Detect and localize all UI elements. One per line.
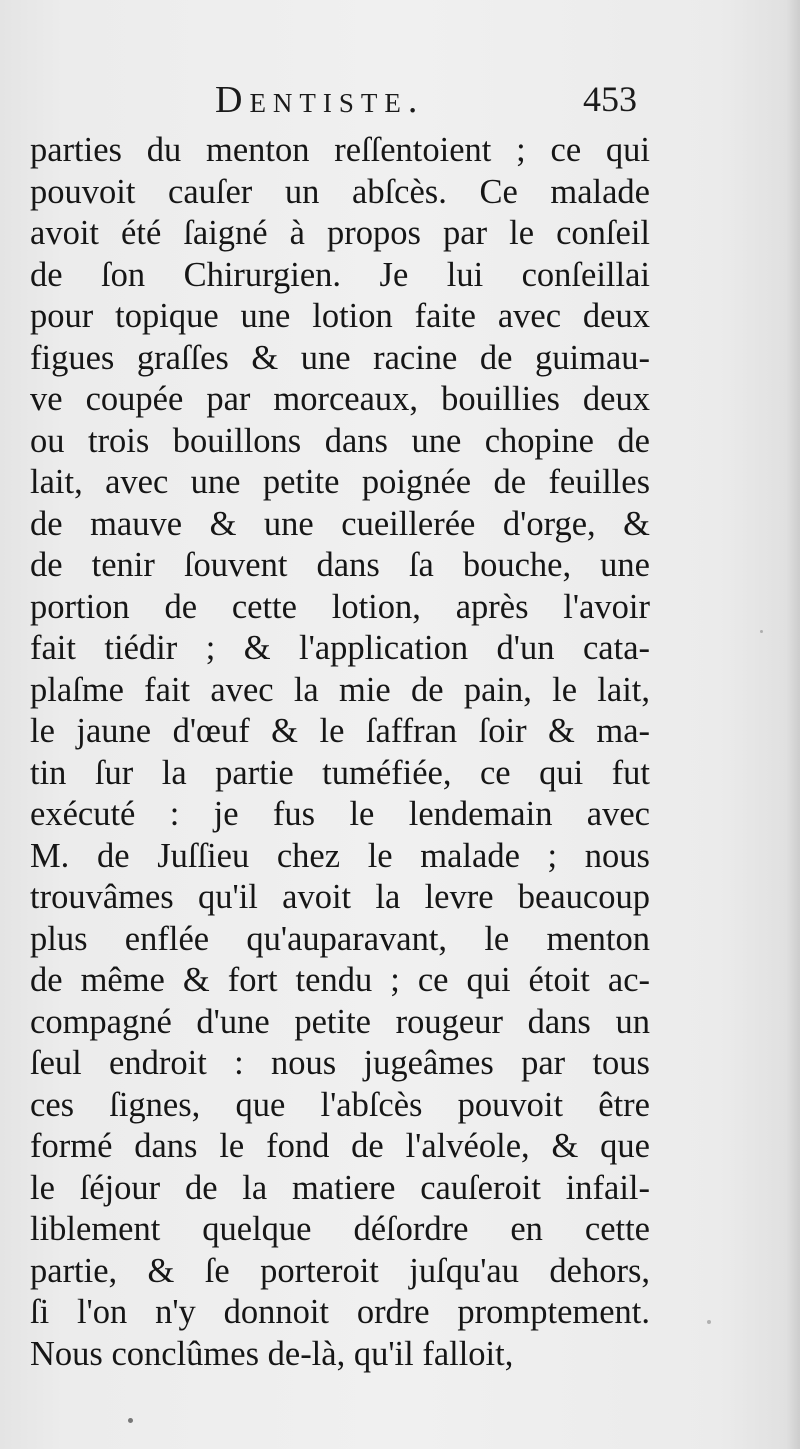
text-line: ſi l'on n'y donnoit ordre promptement. [30,1293,650,1331]
text-line: trouvâmes qu'il avoit la levre beaucoup [30,878,650,916]
text-line: compagné d'une petite rougeur dans un [30,1002,650,1041]
paper-speck [760,630,763,633]
text-line: partie, & ſe porteroit juſqu'au dehors, [30,1251,650,1290]
text-line: ſeul endroit : nous jugeâmes par tous [30,1044,650,1082]
text-line: liblement quelque déſordre en cette [30,1210,650,1248]
text-line: de ſon Chirurgien. Je lui conſeillai [30,255,650,294]
paper-speck [128,1418,133,1423]
paper-speck [707,1320,711,1324]
text-line: de mauve & une cueillerée d'orge, & [30,504,650,543]
text-line: plus enflée qu'auparavant, le menton [30,919,650,958]
text-line: parties du menton reſſentoient ; ce qui [30,131,650,169]
text-line: de tenir ſouvent dans ſa bouche, une [30,546,650,584]
text-line: ve coupée par morceaux, bouillies deux [30,380,650,418]
running-head [0,78,800,128]
text-line: ces ſignes, que l'abſcès pouvoit être [30,1085,650,1124]
running-head-title: Dentiste. [215,79,425,121]
text-line: portion de cette lotion, après l'avoir [30,587,650,626]
page-number: 453 [583,79,637,119]
text-line: plaſme fait avec la mie de pain, le lait, [30,670,650,709]
text-line: de même & fort tendu ; ce qui étoit ac- [30,961,650,999]
text-line: M. de Juſſieu chez le malade ; nous [30,836,650,875]
text-line: formé dans le fond de l'alvéole, & que [30,1127,650,1165]
text-line: pour topique une lotion faite avec deux [30,297,650,335]
text-line: tin ſur la partie tuméfiée, ce qui fut [30,753,650,792]
body-text [30,130,650,1375]
text-line: fait tiédir ; & l'application d'un cata- [30,629,650,667]
text-line: le jaune d'œuf & le ſaffran ſoir & ma- [30,712,650,750]
page-edge-shadow [786,0,800,1449]
text-line: avoit été ſaigné à propos par le conſeil [30,214,650,252]
text-line: ou trois bouillons dans une chopine de [30,421,650,460]
text-line: figues graſſes & une racine de guimau- [30,338,650,377]
text-line: le ſéjour de la matiere cauſeroit infail- [30,1168,650,1207]
text-line: pouvoit cauſer un abſcès. Ce malade [30,172,650,211]
text-line: Nous conclûmes de-là, qu'il falloit, [30,1334,514,1373]
text-line: exécuté : je fus le lendemain avec [30,795,650,833]
text-line: lait, avec une petite poignée de feuilles [30,463,650,501]
